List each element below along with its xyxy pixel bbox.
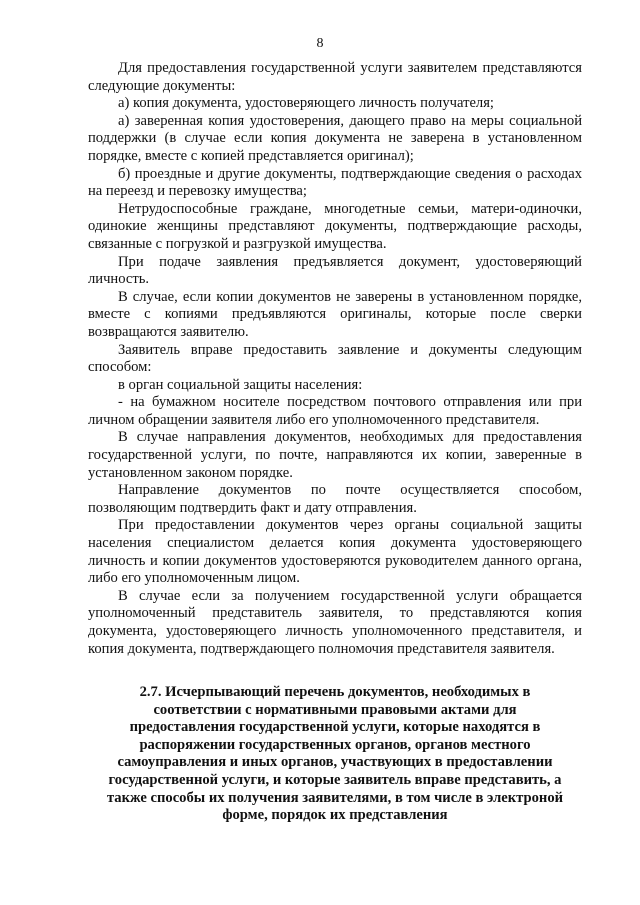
section-heading: 2.7. Исчерпывающий перечень документов, необходимых в соответствии с нормативными правовыми актами для предоставления государственной услуги, которые находятся в распоряжении государственных органов, органов местного самоуправления и иных органов, участвующих в предоставлении государственной услуги, и которые заявитель вправе представить, а также способы их получения заявителями, в том числе в электроной форме, порядок их представления — [106, 684, 564, 824]
paragraph-paper-carrier: - на бумажном носителе посредством почтового отправления или при личном обращении заявителя либо его уполномоченного представителя. — [88, 394, 582, 428]
paragraph-item-a-certificate: а) заверенная копия удостоверения, дающего право на меры социальной поддержки (в случае если копия документа не заверена в установленном порядке, вместе с копией представляется оригинал); — [88, 112, 582, 164]
paragraph-postal-method: Направление документов по почте осуществляется способом, позволяющим подтвердить факт и дату отправления. — [88, 482, 582, 516]
body-text — [88, 60, 582, 658]
paragraph-specialist-copy: При предоставлении документов через органы социальной защиты населения специалистом делается копия документа удостоверяющего личность и копии документов удостоверяются руководителем данного органа, либо его уполномоченным лицом. — [88, 517, 582, 587]
paragraph-id-on-application: При подаче заявления предъявляется документ, удостоверяющий личность. — [88, 253, 582, 288]
paragraph-postal-copies: В случае направления документов, необходимых для предоставления государственной услуги, по почте, направляются их копии, заверенные в установленном законом порядке. — [88, 429, 582, 481]
paragraph-item-b-travel-docs: б) проездные и другие документы, подтверждающие сведения о расходах на переезд и перевозку имущества; — [88, 165, 582, 200]
paragraph-disabled-citizens: Нетрудоспособные граждане, многодетные семьи, матери-одиночки, одинокие женщины представляют документы, подтверждающие расходы, связанные с погрузкой и разгрузкой имущества. — [88, 200, 582, 252]
paragraph-item-a-id-copy: а) копия документа, удостоверяющего личность получателя; — [118, 95, 494, 112]
page-number: 8 — [316, 36, 324, 51]
paragraph-unverified-copies: В случае, если копии документов не заверены в установленном порядке, вместе с копиями предъявляются оригиналы, которые после сверки возвращаются заявителю. — [88, 288, 582, 340]
paragraph-social-protection-body: в орган социальной защиты населения: — [118, 376, 363, 393]
paragraph-representative: В случае если за получением государственной услуги обращается уполномоченный представитель заявителя, то представляются копия документа, удостоверяющего личность уполномоченного представителя, и копия документа, подтверждающего полномочия представителя заявителя. — [88, 587, 582, 657]
paragraph-documents-intro: Для предоставления государственной услуги заявителем представляются следующие документы: — [88, 60, 582, 94]
paragraph-submission-method: Заявитель вправе предоставить заявление и документы следующим способом: — [88, 341, 582, 376]
